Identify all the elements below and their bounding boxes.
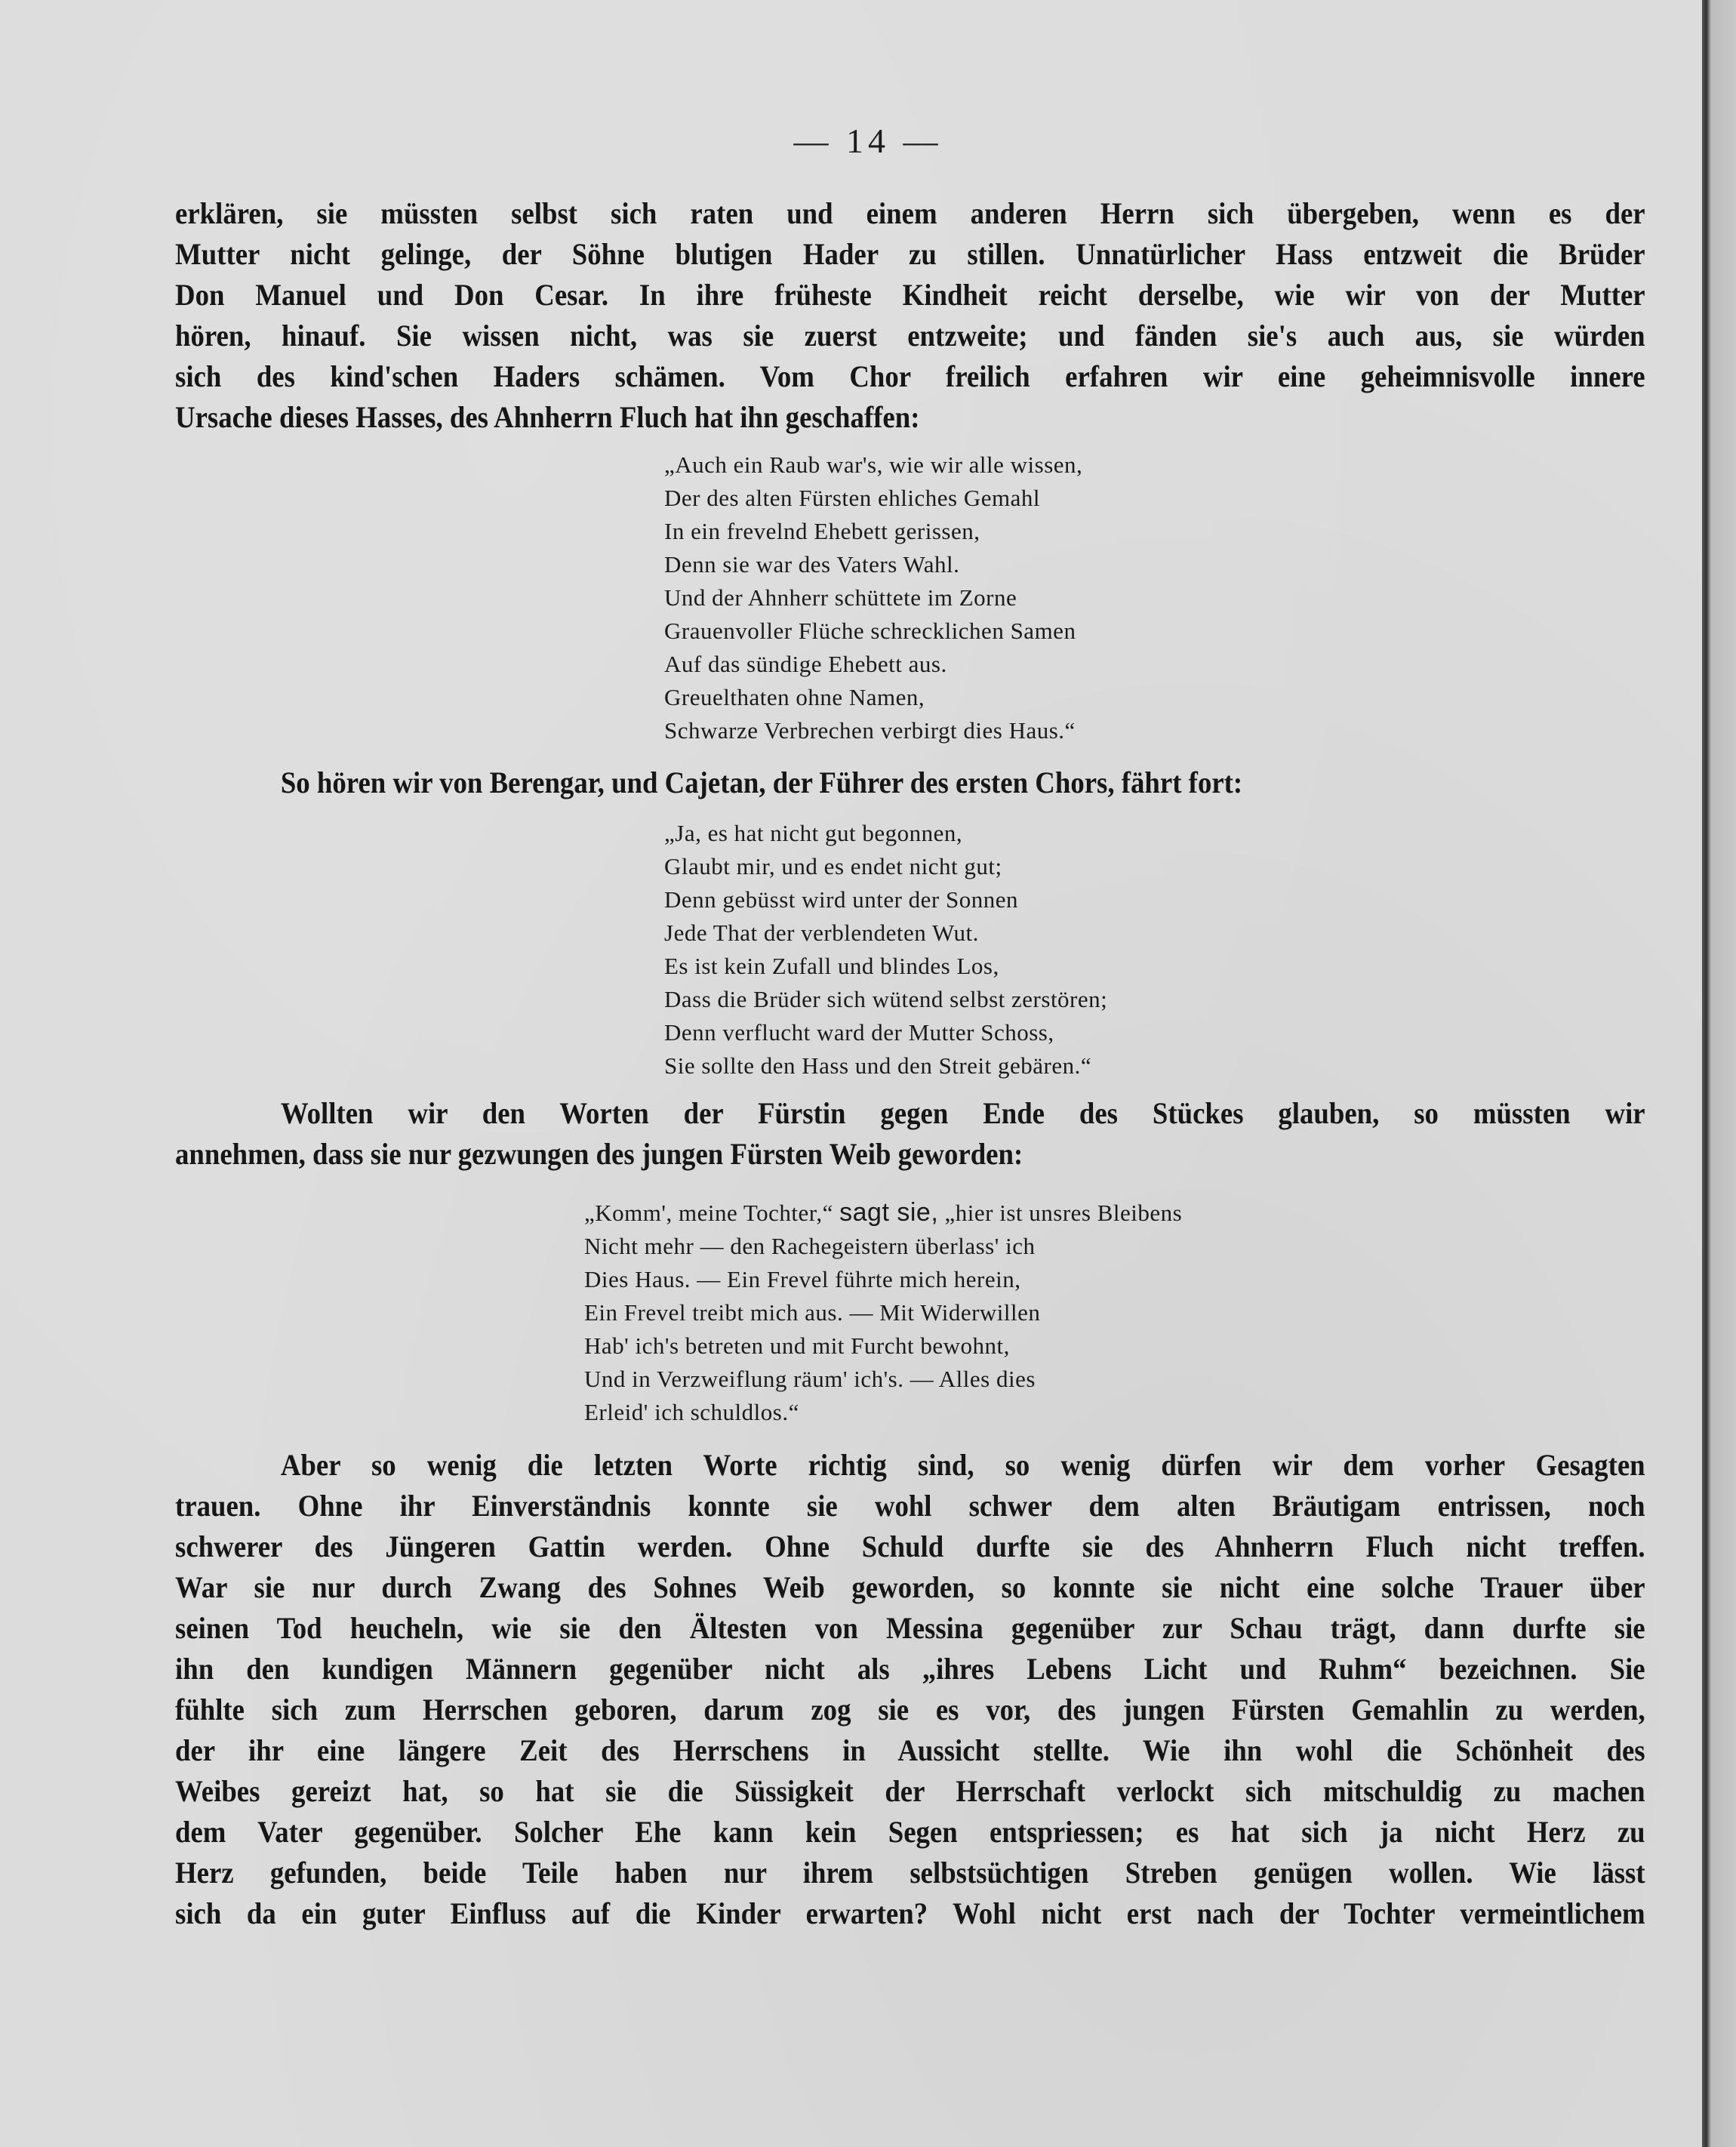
verse-line: Hab' ich's betreten und mit Furcht bewohnt, [584, 1332, 1010, 1359]
verse-line: Und der Ahnherr schüttete im Zorne [664, 584, 1017, 611]
verse-line: Grauenvoller Flüche schrecklichen Samen [664, 618, 1076, 644]
verse-line: Denn gebüsst wird unter der Sonnen [664, 886, 1018, 913]
paragraph-2 [175, 762, 1645, 803]
book-spine-edge [1702, 0, 1736, 2147]
text-line: annehmen, dass sie nur gezwungen des jungen Fürsten Weib geworden: [175, 1137, 1023, 1171]
paragraph-4 [175, 1445, 1645, 1934]
verse-line: Ein Frevel treibt mich aus. — Mit Widerwillen [584, 1299, 1041, 1326]
paragraph-3 [175, 1093, 1645, 1175]
text-line: Herz gefunden, beide Teile haben nur ihrem selbstsüchtigen Streben genügen wollen. Wie lässt [175, 1856, 1645, 1890]
text-line: Aber so wenig die letzten Worte richtig sind, so wenig dürfen wir dem vorher Gesagten [280, 1448, 1645, 1482]
verse-line: „Auch ein Raub war's, wie wir alle wissen, [664, 451, 1083, 478]
text-line: sich des kind'schen Haders schämen. Vom Chor freilich erfahren wir eine geheimnisvolle innere [175, 359, 1645, 393]
verse-line: Schwarze Verbrechen verbirgt dies Haus.“ [664, 717, 1076, 744]
text-line: schwerer des Jüngeren Gattin werden. Ohne Schuld durfte sie des Ahnherrn Fluch nicht treffen. [175, 1529, 1645, 1563]
verse-line: „Ja, es hat nicht gut begonnen, [664, 820, 963, 846]
verse-line: Glaubt mir, und es endet nicht gut; [664, 853, 1002, 879]
verse-line: Denn verflucht ward der Mutter Schoss, [664, 1019, 1054, 1046]
verse-line: Erleid' ich schuldlos.“ [584, 1399, 799, 1425]
verse-fragment: „hier ist unsres Bleibens [944, 1200, 1183, 1226]
text-line: Don Manuel und Don Cesar. In ihre früheste Kindheit reicht derselbe, wie wir von der Mutter [175, 278, 1645, 312]
text-line: ihn den kundigen Männern gegenüber nicht als „ihres Lebens Licht und Ruhm“ bezeichnen. Sie [175, 1652, 1645, 1686]
text-line: seinen Tod heucheln, wie sie den Ältesten von Messina gegenüber zur Schau trägt, dann durfte sie [175, 1611, 1645, 1645]
verse-line: Sie sollte den Hass und den Streit gebären.“ [664, 1052, 1092, 1079]
page-number: — 14 — [793, 122, 943, 160]
verse-line: Greuelthaten ohne Namen, [664, 684, 925, 710]
verse-line: Dies Haus. — Ein Frevel führte mich herein, [584, 1266, 1021, 1292]
verse-line: Nicht mehr — den Rachegeistern überlass' ich [584, 1233, 1036, 1259]
verse-quote-3 [584, 1196, 1182, 1429]
text-line: trauen. Ohne ihr Einverständnis konnte sie wohl schwer dem alten Bräutigam entrissen, noch [175, 1489, 1645, 1523]
verse-quote-1 [664, 448, 1082, 747]
text-line: fühlte sich zum Herrschen geboren, darum zog sie es vor, des jungen Fürsten Gemahlin zu werden, [175, 1693, 1645, 1727]
text-line: Mutter nicht gelinge, der Söhne blutigen Hader zu stillen. Unnatürlicher Hass entzweit die Brüder [175, 237, 1645, 271]
text-line: War sie nur durch Zwang des Sohnes Weib geworden, so konnte sie nicht eine solche Trauer über [175, 1570, 1645, 1604]
verse-line: Und in Verzweiflung räum' ich's. — Alles dies [584, 1366, 1036, 1392]
text-line: dem Vater gegenüber. Solcher Ehe kann kein Segen entspriessen; es hat sich ja nicht Herz zu [175, 1815, 1645, 1849]
verse-line: Es ist kein Zufall und blindes Los, [664, 953, 999, 979]
verse-quote-2 [664, 817, 1107, 1083]
verse-line: Auf das sündige Ehebett aus. [664, 651, 947, 677]
verse-fragment-sagt: sagt sie, [839, 1198, 939, 1227]
verse-line: Der des alten Fürsten ehliches Gemahl [664, 485, 1040, 511]
text-line: erklären, sie müssten selbst sich raten und einem anderen Herrn sich übergeben, wenn es der [175, 196, 1645, 230]
paragraph-1 [175, 193, 1645, 438]
verse-line: Denn sie war des Vaters Wahl. [664, 551, 960, 578]
verse-line: Jede That der verblendeten Wut. [664, 919, 979, 946]
text-line: hören, hinauf. Sie wissen nicht, was sie zuerst entzweite; und fänden sie's auch aus, sie würden [175, 319, 1645, 353]
text-line: sich da ein guter Einfluss auf die Kinder erwarten? Wohl nicht erst nach der Tochter vermeintlichem [175, 1896, 1645, 1930]
verse-fragment: „Komm', meine Tochter,“ [584, 1200, 833, 1226]
verse-line: Dass die Brüder sich wütend selbst zerstören; [664, 986, 1108, 1012]
text-line: So hören wir von Berengar, und Cajetan, der Führer des ersten Chors, fährt fort: [280, 765, 1243, 799]
text-line: Wollten wir den Worten der Fürstin gegen Ende des Stückes glauben, so müssten wir [280, 1096, 1645, 1130]
text-line: der ihr eine längere Zeit des Herrschens in Aussicht stellte. Wie ihn wohl die Schönheit des [175, 1733, 1645, 1767]
verse-line-first [584, 1196, 1182, 1230]
verse-line: In ein frevelnd Ehebett gerissen, [664, 518, 980, 544]
text-line: Weibes gereizt hat, so hat sie die Süssigkeit der Herrschaft verlockt sich mitschuldig zu machen [175, 1774, 1645, 1808]
text-line: Ursache dieses Hasses, des Ahnherrn Fluch hat ihn geschaffen: [175, 400, 920, 434]
